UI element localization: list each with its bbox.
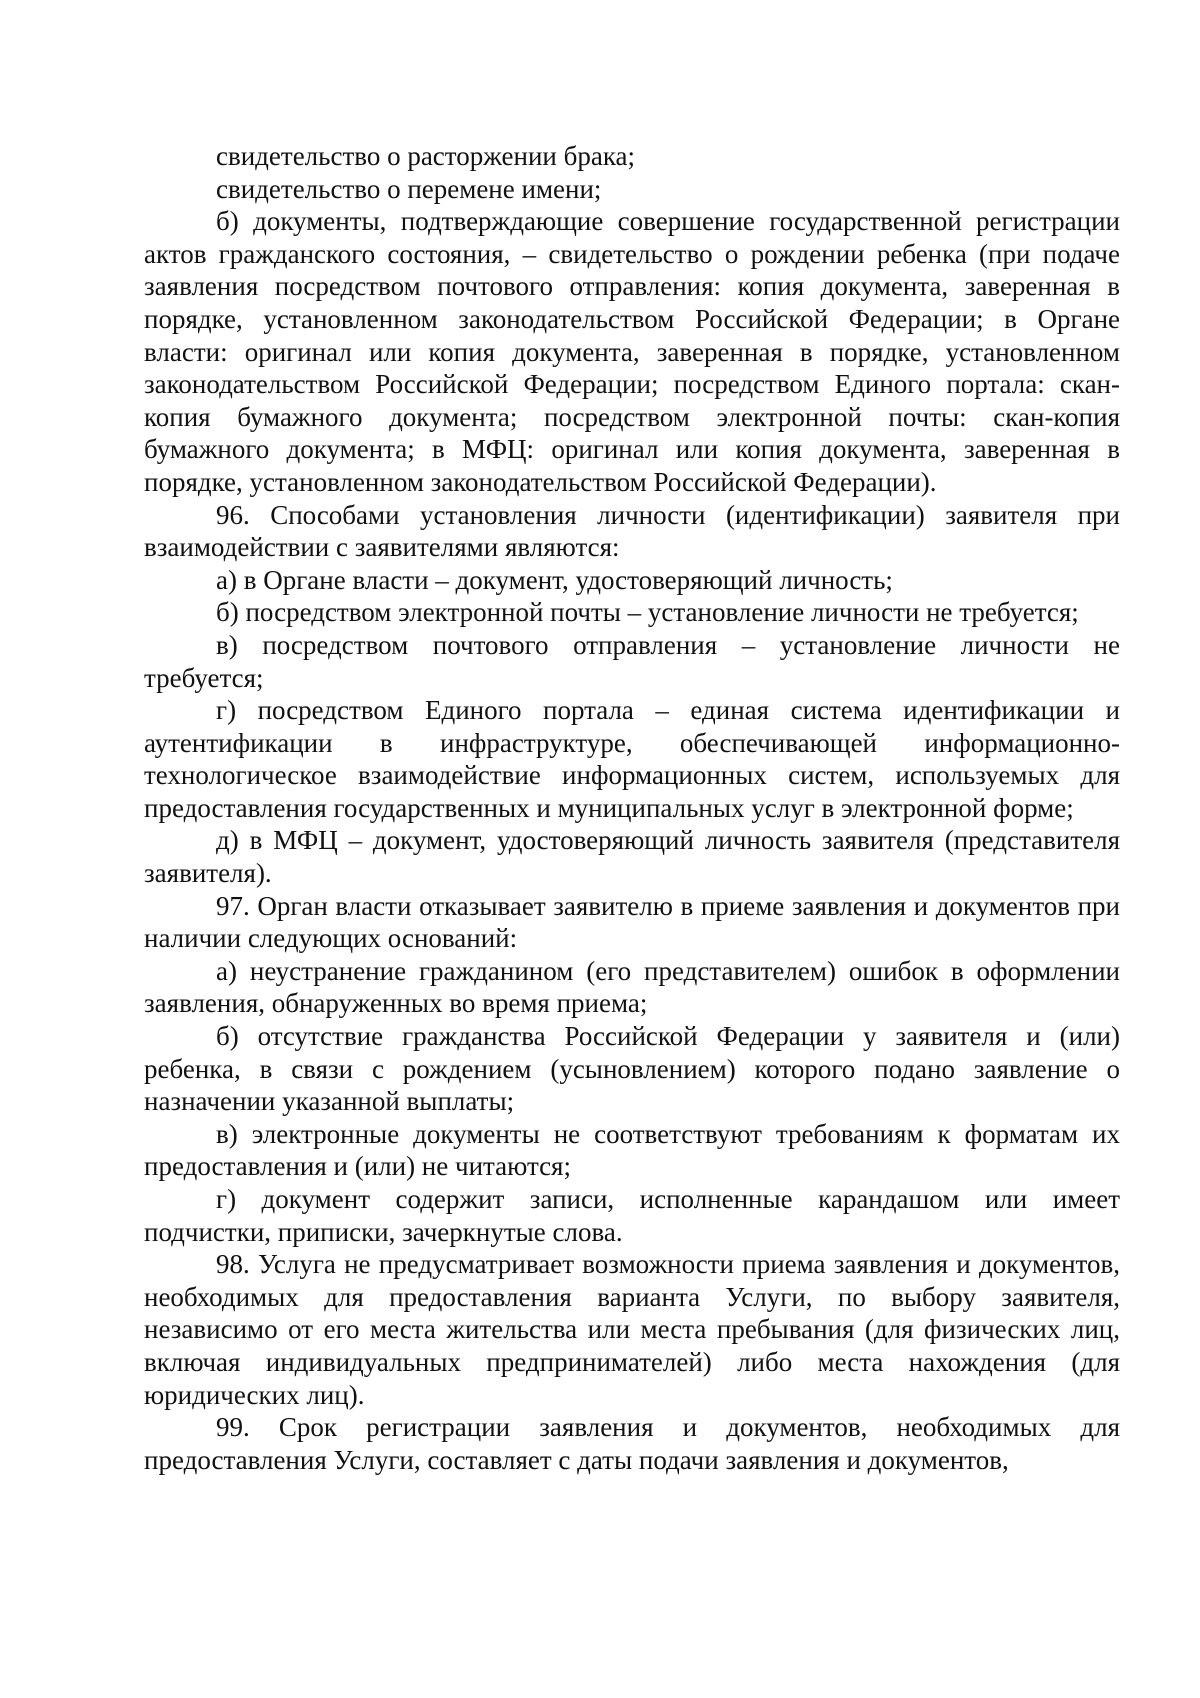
document-page	[144, 140, 1120, 1476]
paragraph-97-v: в) электронные документы не соответствуют требованиям к форматам их предоставления и (или) не читаются;	[144, 1118, 1120, 1182]
paragraph-97-a: а) неустранение гражданином (его представителем) ошибок в оформлении заявления, обнаруженных во время приема;	[144, 955, 1120, 1019]
paragraph-97-b: б) отсутствие гражданства Российской Федерации у заявителя и (или) ребенка, в связи с рождением (усыновлением) которого подано заявление о назначении указанной выплаты;	[144, 1021, 1120, 1117]
paragraph-98: 98. Услуга не предусматривает возможности приема заявления и документов, необходимых для предоставления варианта Услуги, по выбору заявителя, независимо от его места жительства или места пребывания (для физических лиц, включая индивидуальных предпринимателей) либо места нахождения (для юридических лиц).	[144, 1249, 1120, 1410]
paragraph-97-g: г) документ содержит записи, исполненные карандашом или имеет подчистки, приписки, зачеркнутые слова.	[144, 1184, 1120, 1247]
paragraph-99: 99. Срок регистрации заявления и документов, необходимых для предоставления Услуги, составляет с даты подачи заявления и документов,	[144, 1412, 1120, 1475]
paragraph-96-v: в) посредством почтового отправления – установление личности не требуется;	[144, 629, 1120, 693]
paragraph-96-a: а) в Органе власти – документ, удостоверяющий личность;	[216, 564, 893, 595]
paragraph-divorce-certificate: свидетельство о расторжении брака;	[216, 141, 636, 171]
paragraph-civil-status-documents: б) документы, подтверждающие совершение государственной регистрации актов гражданского состояния, – свидетельство о рождении ребенка (при подаче заявления посредством почтового отправления: копия документа, заверенная в порядке, установленном законодательством Российской Федерации; в Органе власти: оригинал или копия документа, заверенная в порядке, установленном законодательством Российской Федерации; посредством Единого портала: скан-копия бумажного документа; посредством электронной почты: скан-копия бумажного документа; в МФЦ: оригинал или копия документа, заверенная в порядке, установленном законодательством Российской Федерации).	[144, 206, 1120, 497]
paragraph-96-d: д) в МФЦ – документ, удостоверяющий личность заявителя (представителя заявителя).	[144, 825, 1120, 889]
paragraph-97: 97. Орган власти отказывает заявителю в приеме заявления и документов при наличии следующих оснований:	[144, 890, 1120, 954]
paragraph-name-change-certificate: свидетельство о перемене имени;	[216, 173, 602, 204]
paragraph-96-g: г) посредством Единого портала – единая система идентификации и аутентификации в инфраструктуре, обеспечивающей информационно-технологическое взаимодействие информационных систем, используемых для предоставления государственных и муниципальных услуг в электронной форме;	[144, 695, 1120, 823]
paragraph-96-b: б) посредством электронной почты – установление личности не требуется;	[216, 597, 1079, 628]
paragraph-96: 96. Способами установления личности (идентификации) заявителя при взаимодействии с заявителями являются:	[144, 499, 1120, 563]
